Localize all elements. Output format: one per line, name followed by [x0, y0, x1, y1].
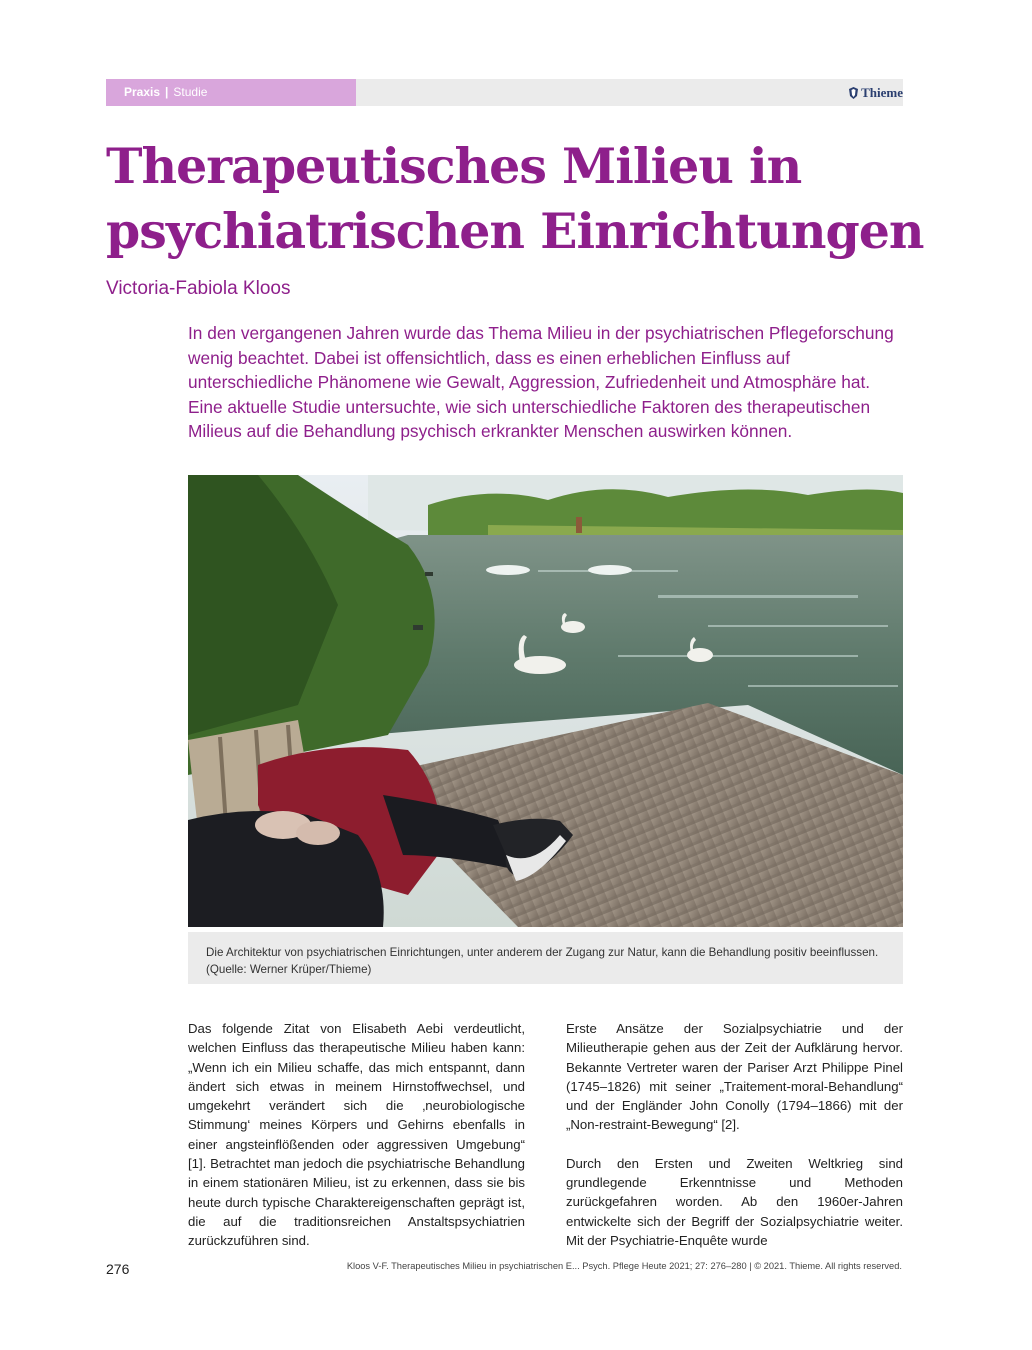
article-title: Therapeutisches Milieu in psychiatrischen Einrichtungen: [106, 137, 924, 260]
photo-caption: Die Architektur von psychiatrischen Einrichtungen, unter anderem der Zugang zur Natur, kann die Behandlung positiv beeinflussen. (Quelle: Werner Krüper/Thieme): [188, 932, 903, 984]
section-label: [106, 79, 356, 106]
publisher-logo: [849, 79, 903, 106]
publisher-name: Thieme: [861, 85, 903, 100]
section-name: Praxis: [124, 85, 161, 99]
section-separator: |: [165, 85, 169, 99]
body-paragraph: Durch den Ersten und Zweiten Weltkrieg sind grundlegende Erkenntnisse und Methoden zurückgefahren worden. Ab den 1960er-Jahren entwickelte sich der Begriff der Sozialpsychiatrie weiter. Mit der Psychiatrie-Enquête wurde: [566, 1155, 903, 1248]
body-column-left: [188, 1019, 525, 1251]
subsection-name: Studie: [173, 85, 208, 99]
thieme-emblem-icon: [849, 87, 858, 99]
lead-paragraph: In den vergangenen Jahren wurde das Thema Milieu in der psychiatrischen Pflegeforschung wenig beachtet. Dabei ist offensichtlich, dass es einen erheblichen Einfluss auf unterschiedliche Phänomene wie Gewalt, Aggression, Zufriedenheit und Atmosphäre hat. Eine aktuelle Studie untersuchte, wie sich unterschiedliche Faktoren des therapeutischen Milieus auf die Behandlung psychisch erkrankter Menschen auswirken können.: [188, 323, 894, 441]
body-column-right: [566, 1019, 903, 1250]
page-number: 276: [106, 1261, 130, 1277]
author-name: Victoria-Fabiola Kloos: [106, 278, 291, 299]
body-paragraph: Das folgende Zitat von Elisabeth Aebi verdeutlicht, welchen Einfluss das therapeutische Milieu haben kann: „Wenn ich ein Milieu schaffe, das mich entspannt, dann ändert sich etwas in meinem Hirnstoffwechsel, und umgekehrt verändert sich die ‚neurobiologische Stimmung‘ meines Körpers und Gehirns ebenfalls in einer angsteinflößenden oder aggressiven Umgebung“ [1]. Betrachtet man jedoch die psychiatrische Behandlung in einem stationären Milieu, ist zu erkennen, dass sie bis heute durch typische Charaktereigenschaften geprägt ist, die auf die traditionsreichen Anstaltspsychiatrien zurückzuführen sind.: [188, 1021, 525, 1249]
footer-citation: Kloos V-F. Therapeutisches Milieu in psychiatrischen E... Psych. Pflege Heute 2021; 27: 276–280 | © 2021. Thieme. All rights reserved.: [346, 1261, 902, 1271]
article-photo: [188, 475, 903, 927]
body-paragraph: Erste Ansätze der Sozialpsychiatrie und der Milieutherapie gehen aus der Zeit der Aufklärung hervor. Bekannte Vertreter waren der Pariser Arzt Philippe Pinel (1745–1826) mit seiner „Traitement-moral-Behandlung“ und der Engländer John Conolly (1794–1866) mit der „Non-restraint-Bewegung“ [2].: [566, 1021, 903, 1133]
